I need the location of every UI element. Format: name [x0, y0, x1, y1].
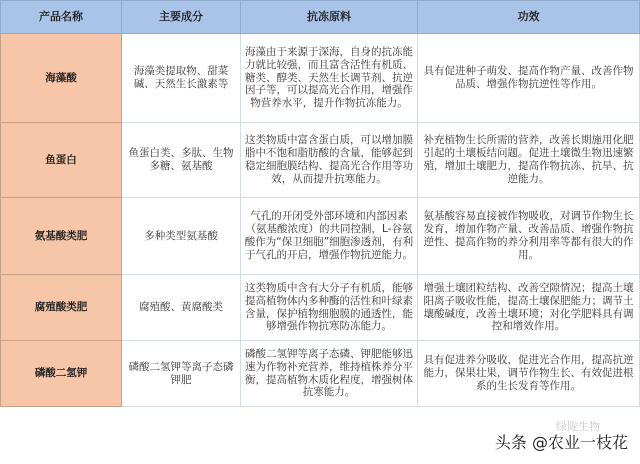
mechanism: 这类物质中含有大分子有机质，能够提高植物体内多种酶的活性和叶绿素含量，保护植物细胞膜的通透性，能够增强作物抗寒防冻能力。: [241, 275, 418, 341]
effect: 增强土壤团粒结构、改善空隙情况；提高土壤阳离子吸收性能，提高土壤保肥能力；调节土壤酸碱度，改善土壤环境；对化学肥料具有调控和增效作用。: [418, 275, 640, 341]
mechanism: 磷酸二氢钾等离子态磷、钾肥能够迅速为作物补充营养，维持植株养分平衡，提高植物木质化程度，增强树体抗寒能力。: [241, 341, 418, 407]
product-name: 鱼蛋白: [1, 123, 122, 198]
table-row: [1, 275, 640, 341]
table-row: [1, 123, 640, 198]
header-ingredients: 主要成分: [122, 1, 241, 34]
header-mechanism: 抗冻原料: [241, 1, 418, 34]
ingredients: 多种类型氨基酸: [122, 198, 241, 275]
effect: 具有促进种子萌发、提高作物产量、改善作物品质、增强作物抗逆性等作用。: [418, 34, 640, 123]
product-name: 氨基酸类肥: [1, 198, 122, 275]
ingredients: 鱼蛋白类、多肽、生物多糖、氨基酸: [122, 123, 241, 198]
watermark: 头条 @农业一枝花: [494, 433, 628, 452]
table-row: [1, 198, 640, 275]
table-row: [1, 341, 640, 407]
mechanism: 气孔的开闭受外部环境和内部因素（氨基酸浓度）的共同控制，L-谷氨酸作为“保卫细胞”细胞渗透剂，有利于气孔的开启，增强作物抗逆能力。: [241, 198, 418, 275]
header-product-name: 产品名称: [1, 1, 122, 34]
mechanism: 这类物质中富含蛋白质，可以增加膜脂中不饱和脂肪酸的含量，能够起到稳定细胞膜结构、提高光合作用等功效，从而提升抗寒能力。: [241, 123, 418, 198]
product-name: 腐殖酸类肥: [1, 275, 122, 341]
effect: 具有促进养分吸收，促进光合作用，提高抗逆能力，保果壮果，调节作物生长、有效促进根系的生长发育等作用。: [418, 341, 640, 407]
ingredients: 磷酸二氢钾等离子态磷钾肥: [122, 341, 241, 407]
mechanism: 海藻由于来源于深海，自身的抗冻能力就比较强，而且富含活性有机质、糖类、醇类、天然生长调节剂、抗逆因子等，可以提高光合作用，增强作物营养水平，提升作物抗冻能力。: [241, 34, 418, 123]
ingredients: 腐殖酸、黄腐酸类: [122, 275, 241, 341]
table-row: [1, 34, 640, 123]
header-effect: 功效: [418, 1, 640, 34]
product-name: 磷酸二氢钾: [1, 341, 122, 407]
faint-watermark: 绿陇生物: [556, 420, 600, 433]
ingredients: 海藻类提取物、甜菜碱、天然生长激素等: [122, 34, 241, 123]
product-name: 海藻酸: [1, 34, 122, 123]
table-header: [1, 1, 640, 34]
effect: 补充植物生长所需的营养，改善长期施用化肥引起的土壤板结问题。促进土壤微生物迅速繁殖，增加土壤肥力，提高作物抗冻、抗旱、抗逆能力。: [418, 123, 640, 198]
effect: 氨基酸容易直接被作物吸收，对调节作物生长发育，增加作物产量、改善品质、增强作物抗逆性、提高作物的养分利用率等都有很大的作用。: [418, 198, 640, 275]
